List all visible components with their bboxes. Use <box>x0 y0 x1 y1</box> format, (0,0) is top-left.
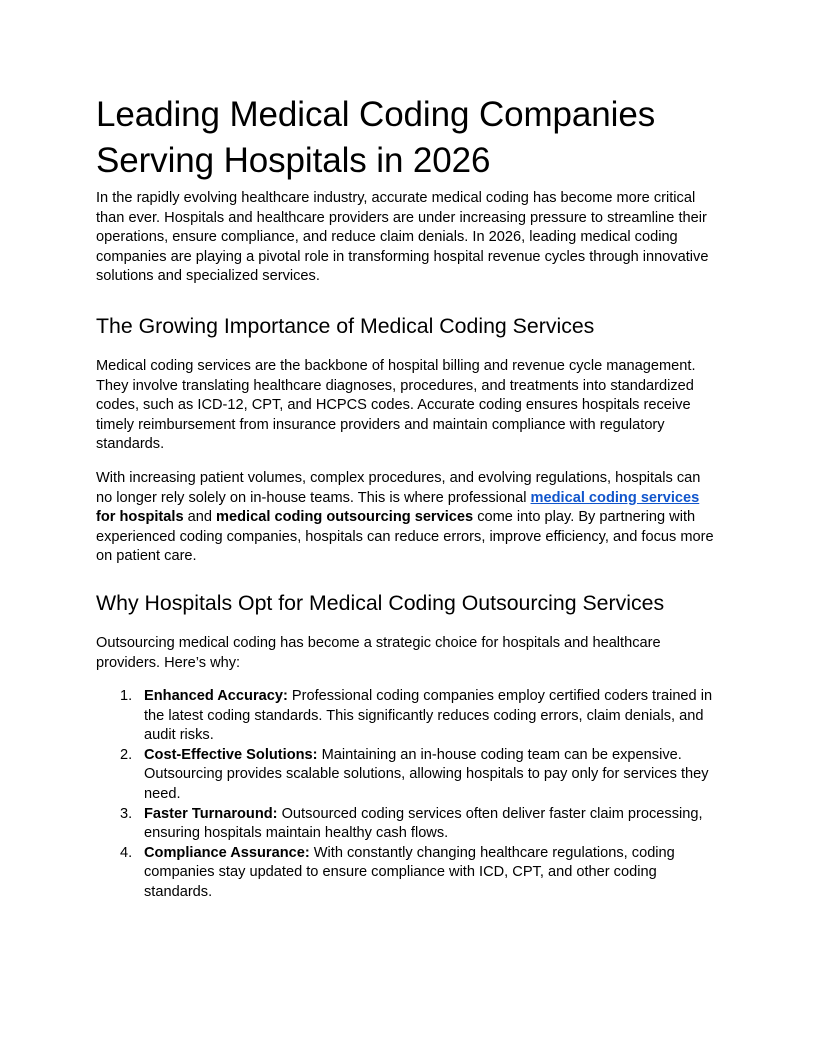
list-item-text: Maintaining an in-house coding team can be expensive. Outsourcing provides scalable solutions, allowing hospitals to pay only for services they need. <box>144 746 709 803</box>
importance-paragraph-2-part2: and <box>183 509 217 526</box>
bold-for-hospitals: for hospitals <box>96 509 184 526</box>
medical-coding-services-link[interactable]: medical coding services <box>530 489 700 506</box>
importance-paragraph-2-part1: With increasing patient volumes, complex procedures, and evolving regulations, hospitals can no longer rely solely on in-house teams. This is where professional <box>96 469 701 506</box>
list-item <box>96 844 720 903</box>
list-item-title: Compliance Assurance: <box>144 844 310 861</box>
intro-paragraph: In the rapidly evolving healthcare industry, accurate medical coding has become more critical than ever. Hospitals and healthcare providers are under increasing pressure to streamline their operations, ensure compliance, and reduce claim denials. In 2026, leading medical coding companies are playing a pivotal role in transforming hospital revenue cycles through innovative solutions and specialized services. <box>96 190 709 285</box>
list-item-text: With constantly changing healthcare regulations, coding companies stay updated to ensure compliance with ICD, CPT, and other coding standards. <box>144 844 675 901</box>
list-item-text: Outsourced coding services often deliver faster claim processing, ensuring hospitals maintain healthy cash flows. <box>144 805 703 842</box>
list-item-title: Enhanced Accuracy: <box>144 688 288 705</box>
section-heading-why-outsource: Why Hospitals Opt for Medical Coding Outsourcing Services <box>96 590 665 615</box>
list-item <box>96 805 720 844</box>
list-item <box>96 746 720 805</box>
importance-paragraph-1: Medical coding services are the backbone of hospital billing and revenue cycle management. They involve translating healthcare diagnoses, procedures, and treatments into standardized codes, such as ICD-12, CPT, and HCPCS codes. Accurate coding ensures hospitals receive timely reimbursement from insurance providers and maintain compliance with regulatory standards. <box>96 357 696 453</box>
list-item-title: Faster Turnaround: <box>144 805 278 822</box>
section-heading-importance: The Growing Importance of Medical Coding Services <box>96 313 595 338</box>
why-outsource-paragraph: Outsourcing medical coding has become a strategic choice for hospitals and healthcare providers. Here’s why: <box>96 634 661 671</box>
list-item-text: Professional coding companies employ certified coders trained in the latest coding standards. This significantly reduces coding errors, claim denials, and audit risks. <box>144 688 713 744</box>
list-item-number: 4. <box>120 844 133 861</box>
list-item-number: 1. <box>120 688 133 705</box>
list-item-title: Cost-Effective Solutions: <box>144 746 318 763</box>
bold-outsourcing-services: medical coding outsourcing services <box>216 509 474 526</box>
list-item-number: 3. <box>120 805 133 822</box>
document-title: Leading Medical Coding Companies Serving Hospitals in 2026 <box>96 95 656 180</box>
document-page <box>96 92 720 903</box>
reasons-list <box>96 687 720 903</box>
list-item-number: 2. <box>120 746 133 763</box>
importance-paragraph-2-part3: come into play. By partnering with experienced coding companies, hospitals can reduce errors, improve efficiency, and focus more on patient care. <box>96 509 714 565</box>
importance-paragraph-2 <box>96 469 720 567</box>
list-item <box>96 687 720 746</box>
